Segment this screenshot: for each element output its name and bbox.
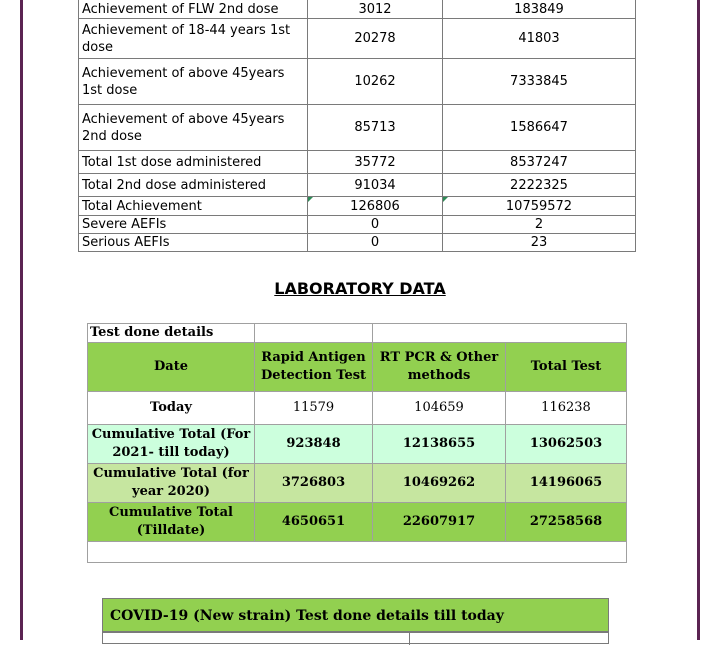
table-row-empty (88, 542, 627, 563)
table-row (79, 234, 636, 252)
rat-value: 11579 (255, 392, 373, 425)
today-value: 35772 (308, 151, 443, 174)
row-label: Today (88, 392, 255, 425)
section-title (0, 279, 720, 298)
column-header: Rapid Antigen Detection Test (255, 343, 373, 392)
table-row (79, 105, 636, 151)
total-value: 14196065 (506, 464, 627, 503)
row-label: Cumulative Total (For 2021- till today) (88, 425, 255, 464)
caption-spacer (255, 324, 373, 343)
table-row (79, 216, 636, 234)
column-header: Total Test (506, 343, 627, 392)
table-row (79, 59, 636, 105)
rtpcr-value: 104659 (373, 392, 506, 425)
total-value: 27258568 (506, 503, 627, 542)
row-label: Severe AEFIs (79, 216, 308, 234)
cumulative-value: 8537247 (443, 151, 636, 174)
today-value: 126806 (308, 197, 443, 216)
column-header: Date (88, 343, 255, 392)
row-label: Achievement of 18-44 years 1st dose (79, 19, 308, 59)
table-row (79, 0, 636, 19)
lab-title-text: LABORATORY DATA (274, 279, 446, 298)
rat-value: 923848 (255, 425, 373, 464)
strain-table-header: COVID-19 (New strain) Test done details till today (102, 598, 609, 632)
total-value: 13062503 (506, 425, 627, 464)
today-value: 91034 (308, 174, 443, 197)
column-header: RT PCR & Other methods (373, 343, 506, 392)
cumulative-value: 7333845 (443, 59, 636, 105)
today-value: 85713 (308, 105, 443, 151)
rat-value: 3726803 (255, 464, 373, 503)
empty-cell (88, 542, 627, 563)
page-border-left (20, 0, 23, 640)
today-value: 20278 (308, 19, 443, 59)
today-value: 0 (308, 216, 443, 234)
table-caption-row (88, 324, 627, 343)
rtpcr-value: 22607917 (373, 503, 506, 542)
vaccination-table (78, 0, 636, 252)
rtpcr-value: 10469262 (373, 464, 506, 503)
row-label: Achievement of FLW 2nd dose (79, 0, 308, 19)
table-row (79, 151, 636, 174)
strain-table-row (102, 632, 609, 644)
table-row (79, 197, 636, 216)
rat-value: 4650651 (255, 503, 373, 542)
cumulative-value: 183849 (443, 0, 636, 19)
today-value: 0 (308, 234, 443, 252)
row-label: Cumulative Total (for year 2020) (88, 464, 255, 503)
row-label: Cumulative Total (Tilldate) (88, 503, 255, 542)
rtpcr-value: 12138655 (373, 425, 506, 464)
total-value: 116238 (506, 392, 627, 425)
page-border-right (697, 0, 700, 640)
column-divider (409, 633, 410, 645)
row-label: Total 2nd dose administered (79, 174, 308, 197)
row-label: Achievement of above 45years 2nd dose (79, 105, 308, 151)
row-label: Total Achievement (79, 197, 308, 216)
table-row (88, 392, 627, 425)
table-row (79, 174, 636, 197)
cumulative-value: 23 (443, 234, 636, 252)
today-value: 3012 (308, 0, 443, 19)
cumulative-value: 2222325 (443, 174, 636, 197)
row-label: Total 1st dose administered (79, 151, 308, 174)
cumulative-value: 41803 (443, 19, 636, 59)
row-label: Serious AEFIs (79, 234, 308, 252)
table-row (88, 464, 627, 503)
laboratory-table (87, 323, 627, 563)
caption-spacer (373, 324, 627, 343)
table-row (88, 503, 627, 542)
table-row (79, 19, 636, 59)
table-row (88, 425, 627, 464)
table-caption: Test done details (88, 324, 255, 343)
table-header-row (88, 343, 627, 392)
row-label: Achievement of above 45years 1st dose (79, 59, 308, 105)
cumulative-value: 2 (443, 216, 636, 234)
cumulative-value: 10759572 (443, 197, 636, 216)
today-value: 10262 (308, 59, 443, 105)
cumulative-value: 1586647 (443, 105, 636, 151)
